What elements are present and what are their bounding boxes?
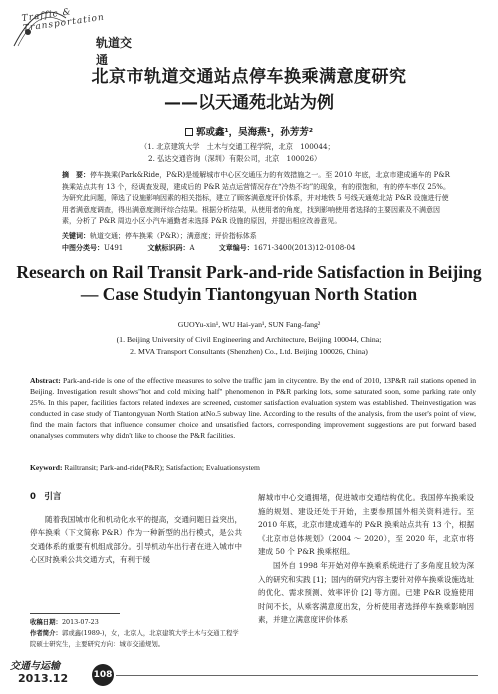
received-label: 收稿日期： bbox=[30, 618, 62, 626]
paper-subtitle-cn: ——以天通苑北站为例 bbox=[164, 93, 334, 113]
footer-issue-date: 2013.12 bbox=[18, 672, 69, 685]
intro-paragraph-right-1: 解城市中心交通拥堵，促进城市交通结构优化。我国停车换乘设施的规划、建设还处于开始，主要参照国外相关资料进行。至 2010 年底，北京市建成通车的 P&R 换乘站点共有 13 个，根据《北京市总体规划》（2004 ～ 2020），至 2020 年，北京市将建成 50 个 P&R 换乘枢纽。 bbox=[258, 493, 474, 557]
authors-cn-text: 郭或鑫¹，吴海燕¹，孙芳芳² bbox=[196, 127, 313, 138]
abstract-en-text: Park-and-ride is one of the effective measures to solve the traffic jam in citycentre. By the end of 2010, 13P&R rail stations opened in Beijing. Investigation result shows"hot and cold mixing half" phenomenon in P&R parking lots, some saturated soon, some parking rate only 25%. In this paper, facilities factors related indexes are screened, customer satisfaction evaluation system was established. Theinvestigation was conducted in case study of Tiantongyuan North Station atNo.5 subway line. According to the results of the analysis, from the user's point of view, find the main factors that influence consumer choice and unsatisfied factors, corresponding improvement suggestions are put forward based onanalyses commuters why didn't like to choose the P&R facilities. bbox=[30, 376, 476, 440]
affiliation-en-1: (1. Beijing University of Civil Engineering and Architecture, Beijing 100044, China; bbox=[116, 335, 382, 344]
author-box-icon bbox=[185, 128, 193, 136]
footnote-received bbox=[30, 617, 242, 628]
clc-label: 中图分类号： bbox=[62, 244, 104, 252]
journal-header-logo bbox=[8, 4, 138, 67]
doc-code-value: A bbox=[189, 244, 195, 252]
authors-cn bbox=[0, 124, 498, 138]
footnote-divider bbox=[30, 613, 120, 614]
classification-meta bbox=[62, 243, 462, 253]
paper-title-en-line1: Research on Rail Transit Park-and-ride Satisfaction in Beijing bbox=[16, 262, 482, 282]
abstract-en-label: Abstract: bbox=[30, 376, 61, 385]
body-column-right bbox=[258, 491, 474, 627]
footer-rule bbox=[116, 675, 478, 676]
section-heading-intro: 0 引言 bbox=[30, 492, 62, 502]
clc-value: U491 bbox=[104, 244, 124, 252]
affiliation-cn-2: 2. 弘达交通咨询（深圳）有限公司，北京 100026） bbox=[148, 154, 322, 163]
keywords-cn-label: 关键词： bbox=[62, 232, 90, 240]
intro-paragraph-left: 随着我国城市化和机动化水平的提高，交通问题日益突出，停车换乘（下文简称 P&R）作为一种新型的出行模式，是公共交通体系的重要有机组成部分。引导机动车出行者在进入城市中心区时换乘公共交通方式，有利于缓 bbox=[30, 514, 242, 565]
affiliation-cn-1: （1. 北京建筑大学 土木与交通工程学院，北京 100044； bbox=[140, 142, 335, 151]
article-id-label: 文章编号： bbox=[218, 244, 254, 252]
paper-title-en-line2: — Case Studyin Tiantongyuan North Station bbox=[80, 284, 418, 304]
keywords-en-label: Keyword: bbox=[30, 463, 63, 472]
journal-arc-text: Traffic & Transportation bbox=[21, 7, 106, 34]
abstract-en bbox=[30, 375, 476, 441]
journal-section-name: 轨道交通 bbox=[96, 36, 133, 67]
authors-en: GUOYu-xin¹, WU Hai-yan¹, SUN Fang-fang² bbox=[177, 320, 321, 329]
page-number-badge: 108 bbox=[92, 664, 114, 686]
article-id-value: 1671-3400(2013)12-0108-04 bbox=[253, 244, 356, 252]
abstract-cn-text: 停车换乘(Park&Ride，P&R)是缓解城市中心区交通压力的有效措施之一。至 2010 年底，北京市建成通车的 P&R 换乘站点共有 13 个，经调查发现，建成后的 P&R 站点运营情况存在“冷热不均”的现象，有的很饱和，有的停车率仅 25%。为研究此问题，筛选了设施影响因素的相关指标，建立了顾客满意度评价体系，并对地铁 5 号线天通苑北站 P&R 设施进行使用者满意度调查，得出满意度测评综合结果。根据分析结果，从使用者的角度，找到影响使用者选择的主要因素及不满意因素，分析了 P&R 周边小区小汽车通勤者未选择 P&R 设施的原因，并提出相应改善意见。 bbox=[62, 171, 450, 225]
received-date: 2013-07-23 bbox=[61, 618, 99, 626]
body-column-left bbox=[30, 491, 242, 567]
affiliation-en-2: 2. MVA Transport Consultants (Shenzhen) Co., Ltd. Beijing 100026, China) bbox=[130, 347, 368, 356]
paper-title-en bbox=[0, 261, 498, 305]
abstract-cn-label: 摘 要： bbox=[62, 171, 90, 179]
author-bio-text: 郭或鑫(1989-)，女，北京人，北京建筑大学土木与交通工程学院硕士研究生，主要研究方向：城市交通规划。 bbox=[30, 629, 239, 648]
footer-journal-name: 交通与运输 bbox=[10, 661, 60, 672]
footnote-author bbox=[30, 628, 242, 649]
paper-title-cn: 北京市轨道交通站点停车换乘满意度研究 bbox=[91, 67, 407, 87]
abstract-cn bbox=[62, 170, 452, 228]
author-bio-label: 作者简介： bbox=[30, 629, 62, 637]
doc-code-label: 文献标识码： bbox=[147, 244, 190, 252]
intro-paragraph-right-2: 国外自 1998 年开始对停车换乘系统进行了多角度且较为深入的研究和实践 [1]；国内的研究内容主要针对停车换乘设施选址的优化、需求预测、效率评价 [2] 等方面。已建 P&R 设施使用时间不长，从乘客满意度出发，分析使用者选择停车换乘影响因素，并建立满意度评价体系 bbox=[258, 560, 474, 625]
keywords-en-text: Railtransit; Park-and-ride(P&R); Satisfaction; Evaluationsystem bbox=[64, 463, 260, 472]
keywords-cn-text: 轨道交通；停车换乘（P&R）；满意度；评价指标体系 bbox=[90, 232, 257, 240]
keywords-cn bbox=[62, 231, 257, 241]
keywords-en bbox=[30, 463, 260, 472]
